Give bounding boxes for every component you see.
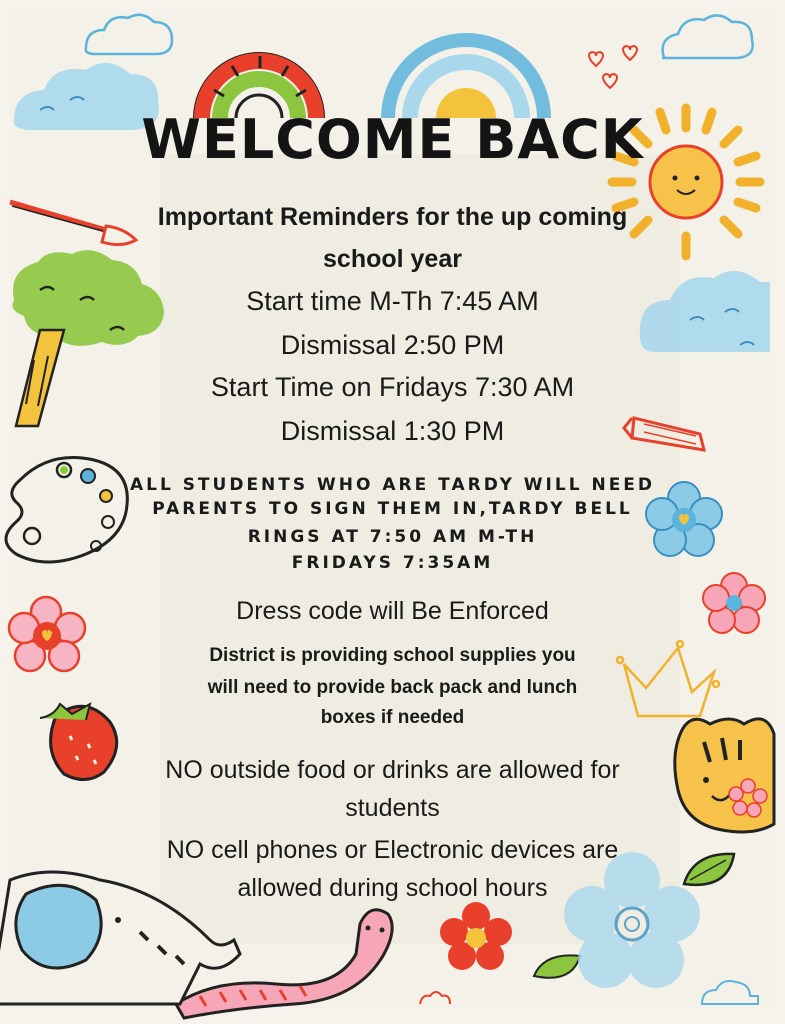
supplies-line: boxes if needed xyxy=(320,707,465,728)
cloud-outline-icon xyxy=(86,15,172,54)
rules-line: NO cell phones or Electronic devices are xyxy=(166,836,619,864)
rules-line: NO outside food or drinks are allowed for xyxy=(165,756,620,784)
schedule-line: Start time M-Th 7:45 AM xyxy=(246,286,539,316)
rainbow-icon xyxy=(388,40,544,118)
cloud-outline-icon xyxy=(663,15,753,58)
schedule-line: Dismissal 2:50 PM xyxy=(280,330,505,360)
tardy-notice-line: PARENTS TO SIGN THEM IN,TARDY BELL xyxy=(152,499,633,519)
supplies-line: District is providing school supplies you xyxy=(209,645,576,666)
page-title: WELCOME BACK xyxy=(141,108,644,171)
rules-line: students xyxy=(345,794,440,822)
tardy-notice-line: RINGS AT 7:50 AM M-TH xyxy=(247,527,538,547)
supplies-line: will need to provide back pack and lunch xyxy=(207,677,578,698)
red-flower-icon xyxy=(440,902,512,970)
reminders-heading: Important Reminders for the up coming xyxy=(157,203,628,231)
reminders-heading-line-2: school year xyxy=(323,245,462,273)
schedule-line: Start Time on Fridays 7:30 AM xyxy=(210,372,575,402)
tardy-notice-line: ALL STUDENTS WHO ARE TARDY WILL NEED xyxy=(129,475,656,495)
schedule-line: Dismissal 1:30 PM xyxy=(280,416,505,446)
dress-code-notice: Dress code will Be Enforced xyxy=(236,597,549,625)
flower-outline-icon xyxy=(420,992,450,1004)
cloud-outline-icon xyxy=(702,981,758,1004)
rules-line: allowed during school hours xyxy=(237,874,548,902)
hearts-icon xyxy=(589,46,637,88)
tardy-notice-line: FRIDAYS 7:35AM xyxy=(291,553,494,573)
leaf-icon xyxy=(534,955,580,977)
